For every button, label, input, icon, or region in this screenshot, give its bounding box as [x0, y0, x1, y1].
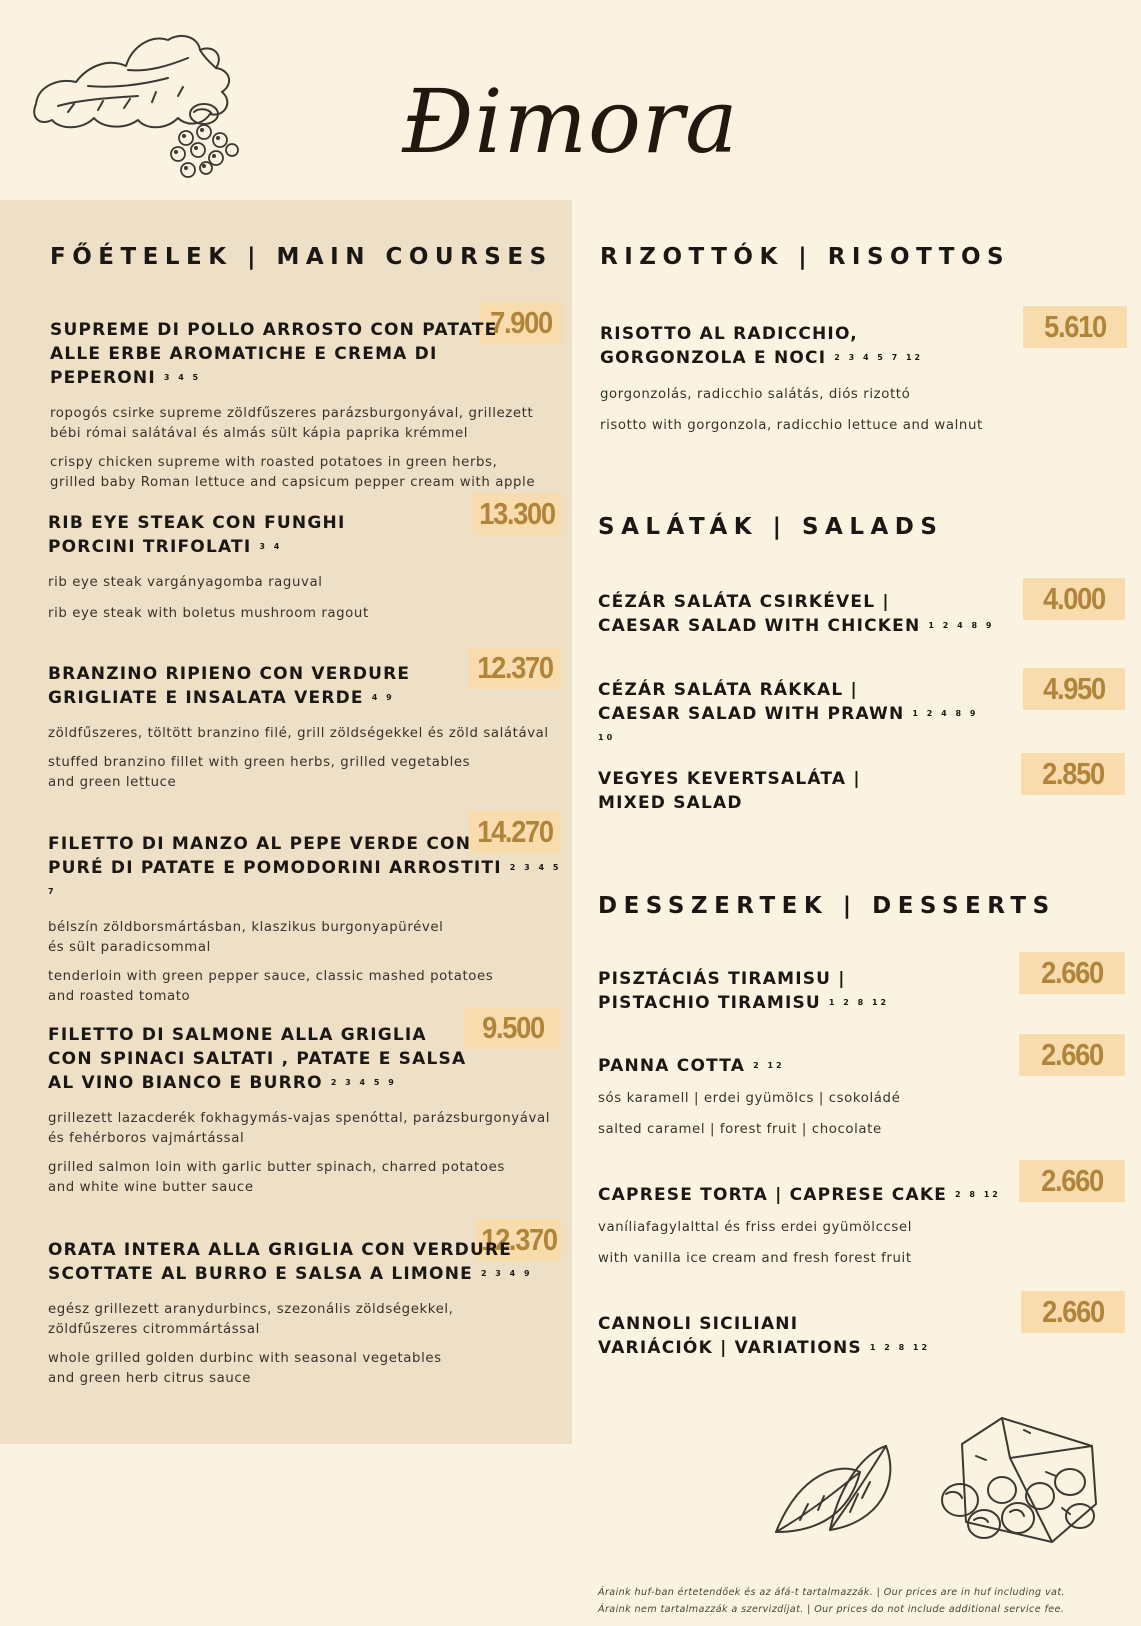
menu-item	[598, 678, 998, 750]
dish-name: PANNA COTTA 2 12	[598, 1056, 785, 1076]
price-badge: 14.270	[468, 811, 561, 853]
menu-item	[600, 322, 1000, 436]
allergen-codes: 1 2 4 8 9 10	[598, 709, 979, 742]
price-badge: 12.370	[468, 647, 561, 689]
leaves-cheese-nuts-illustration	[770, 1412, 1120, 1550]
description-hu: vaníliafagylalttal és friss erdei gyümölccsel	[598, 1220, 913, 1235]
price-badge: 7.900	[480, 302, 563, 344]
disclaimer-line: Áraink huf-ban értetendőek és az áfá-t tartalmazzák. | Our prices are in huf including vat.	[598, 1587, 1065, 1598]
risottos-heading: RIZOTTÓK | RISOTTOS	[600, 244, 1011, 270]
dish-name: FILETTO DI SALMONE ALLA GRIGLIA CON SPINACI SALTATI , PATATE E SALSA AL VINO BIANCO E BURRO 2 3 4 5 9	[48, 1025, 467, 1093]
dish-name: RIB EYE STEAK CON FUNGHI PORCINI TRIFOLATI 3 4	[48, 513, 346, 557]
allergen-codes: 3 4 5	[163, 373, 202, 382]
dish-name: CÉZÁR SALÁTA CSIRKÉVEL | CAESAR SALAD WITH CHICKEN 1 2 4 8 9	[598, 592, 995, 636]
allergen-codes: 2 3 4 9	[480, 1269, 533, 1278]
allergen-codes: 2 3 4 5 7 12	[834, 353, 924, 362]
menu-item	[48, 511, 548, 624]
price-badge: 4.000	[1023, 578, 1125, 620]
price-badge: 4.950	[1023, 668, 1125, 710]
menu-item	[598, 1054, 998, 1140]
price-badge: 2.660	[1021, 1291, 1125, 1333]
description-en: stuffed branzino fillet with green herbs, grilled vegetables and green lettuce	[48, 755, 471, 790]
desserts-heading: DESSZERTEK | DESSERTS	[598, 893, 1056, 919]
price-badge: 9.500	[465, 1007, 562, 1049]
menu-item	[598, 967, 998, 1015]
description-hu: ropogós csirke supreme zöldfűszeres parázsburgonyával, grillezett bébi római salátával és almás sült kápia paprika krémmel	[50, 406, 534, 441]
price-badge: 2.660	[1019, 1034, 1125, 1076]
allergen-codes: 1 2 8 12	[869, 1343, 931, 1352]
menu-item	[48, 662, 568, 793]
description-en: salted caramel | forest fruit | chocolate	[598, 1122, 882, 1137]
allergen-codes: 2 3 4 5 7	[48, 863, 562, 896]
dish-name: CANNOLI SICILIANI VARIÁCIÓK | VARIATIONS 1 2 8 12	[598, 1314, 931, 1358]
dish-name: CAPRESE TORTA | CAPRESE CAKE 2 8 12	[598, 1185, 1001, 1205]
allergen-codes: 1 2 8 12	[828, 998, 890, 1007]
allergen-codes: 3 4	[259, 542, 283, 551]
menu-item	[48, 1023, 568, 1198]
dish-name: PISZTÁCIÁS TIRAMISU | PISTACHIO TIRAMISU 1 2 8 12	[598, 969, 890, 1013]
description-hu: gorgonzolás, radicchio salátás, diós rizottó	[600, 387, 911, 402]
description-hu: rib eye steak vargányagomba raguval	[48, 575, 323, 590]
description-en: crispy chicken supreme with roasted potatoes in green herbs, grilled baby Roman lettuce and capsicum pepper cream with apple	[50, 455, 536, 490]
menu-item	[598, 1312, 998, 1360]
price-badge: 13.300	[472, 493, 562, 535]
menu-item	[598, 767, 998, 815]
description-hu: bélszín zöldborsmártásban, klaszikus burgonyapürével és sült paradicsommal	[48, 920, 444, 955]
price-badge: 12.370	[476, 1219, 562, 1261]
description-en: whole grilled golden durbinc with seasonal vegetables and green herb citrus sauce	[48, 1351, 442, 1386]
dish-name: SUPREME DI POLLO ARROSTO CON PATATE ALLE ERBE AROMATICHE E CREMA DI PEPERONI 3 4 5	[50, 320, 498, 388]
allergen-codes: 1 2 4 8 9	[928, 621, 995, 630]
disclaimer-line: Áraink nem tartalmazzák a szervizdíjat. | Our prices do not include additional service fee.	[598, 1604, 1065, 1615]
main-courses-heading: FŐÉTELEK | MAIN COURSES	[50, 244, 553, 270]
description-en: risotto with gorgonzola, radicchio lettuce and walnut	[600, 418, 983, 433]
menu-item	[50, 318, 550, 493]
menu-item	[48, 832, 568, 1007]
dish-name: BRANZINO RIPIENO CON VERDURE GRIGLIATE E INSALATA VERDE 4 9	[48, 664, 411, 708]
description-en: with vanilla ice cream and fresh forest fruit	[598, 1251, 912, 1266]
price-badge: 2.660	[1019, 952, 1125, 994]
allergen-codes: 4 9	[371, 693, 395, 702]
price-disclaimer	[598, 1584, 1118, 1618]
description-en: rib eye steak with boletus mushroom ragout	[48, 606, 369, 621]
price-badge: 2.850	[1021, 753, 1125, 795]
menu-item	[598, 590, 998, 638]
description-hu: zöldfűszeres, töltött branzino filé, grill zöldségekkel és zöld salátával	[48, 726, 549, 741]
restaurant-logo: Đimora	[402, 70, 739, 173]
dish-name: ORATA INTERA ALLA GRIGLIA CON VERDURE SCOTTATE AL BURRO E SALSA A LIMONE 2 3 4 9	[48, 1240, 533, 1284]
allergen-codes: 2 3 4 5 9	[330, 1078, 397, 1087]
dish-name: FILETTO DI MANZO AL PEPE VERDE CON PURÉ DI PATATE E POMODORINI ARROSTITI 2 3 4 5 7	[48, 834, 562, 896]
dish-name: RISOTTO AL RADICCHIO, GORGONZOLA E NOCI 2 3 4 5 7 12	[600, 324, 924, 368]
price-badge: 2.660	[1019, 1160, 1125, 1202]
description-hu: grillezett lazacderék fokhagymás-vajas spenóttal, parázsburgonyával és fehérboros vajmártással	[48, 1111, 551, 1146]
price-badge: 5.610	[1023, 306, 1127, 348]
salads-heading: SALÁTÁK | SALADS	[598, 514, 944, 540]
allergen-codes: 2 12	[753, 1061, 785, 1070]
description-hu: sós karamell | erdei gyümölcs | csokoládé	[598, 1091, 901, 1106]
description-en: grilled salmon loin with garlic butter spinach, charred potatoes and white wine butter sauce	[48, 1160, 505, 1195]
menu-item	[48, 1238, 568, 1389]
description-hu: egész grillezett aranydurbincs, szezonális zöldségekkel, zöldfűszeres citrommártással	[48, 1302, 454, 1337]
allergen-codes: 2 8 12	[955, 1190, 1001, 1199]
description-en: tenderloin with green pepper sauce, classic mashed potatoes and roasted tomato	[48, 969, 494, 1004]
menu-item	[598, 1183, 1018, 1269]
dish-name: CÉZÁR SALÁTA RÁKKAL | CAESAR SALAD WITH PRAWN 1 2 4 8 9 10	[598, 680, 979, 742]
dish-name: VEGYES KEVERTSALÁTA | MIXED SALAD	[598, 769, 861, 813]
